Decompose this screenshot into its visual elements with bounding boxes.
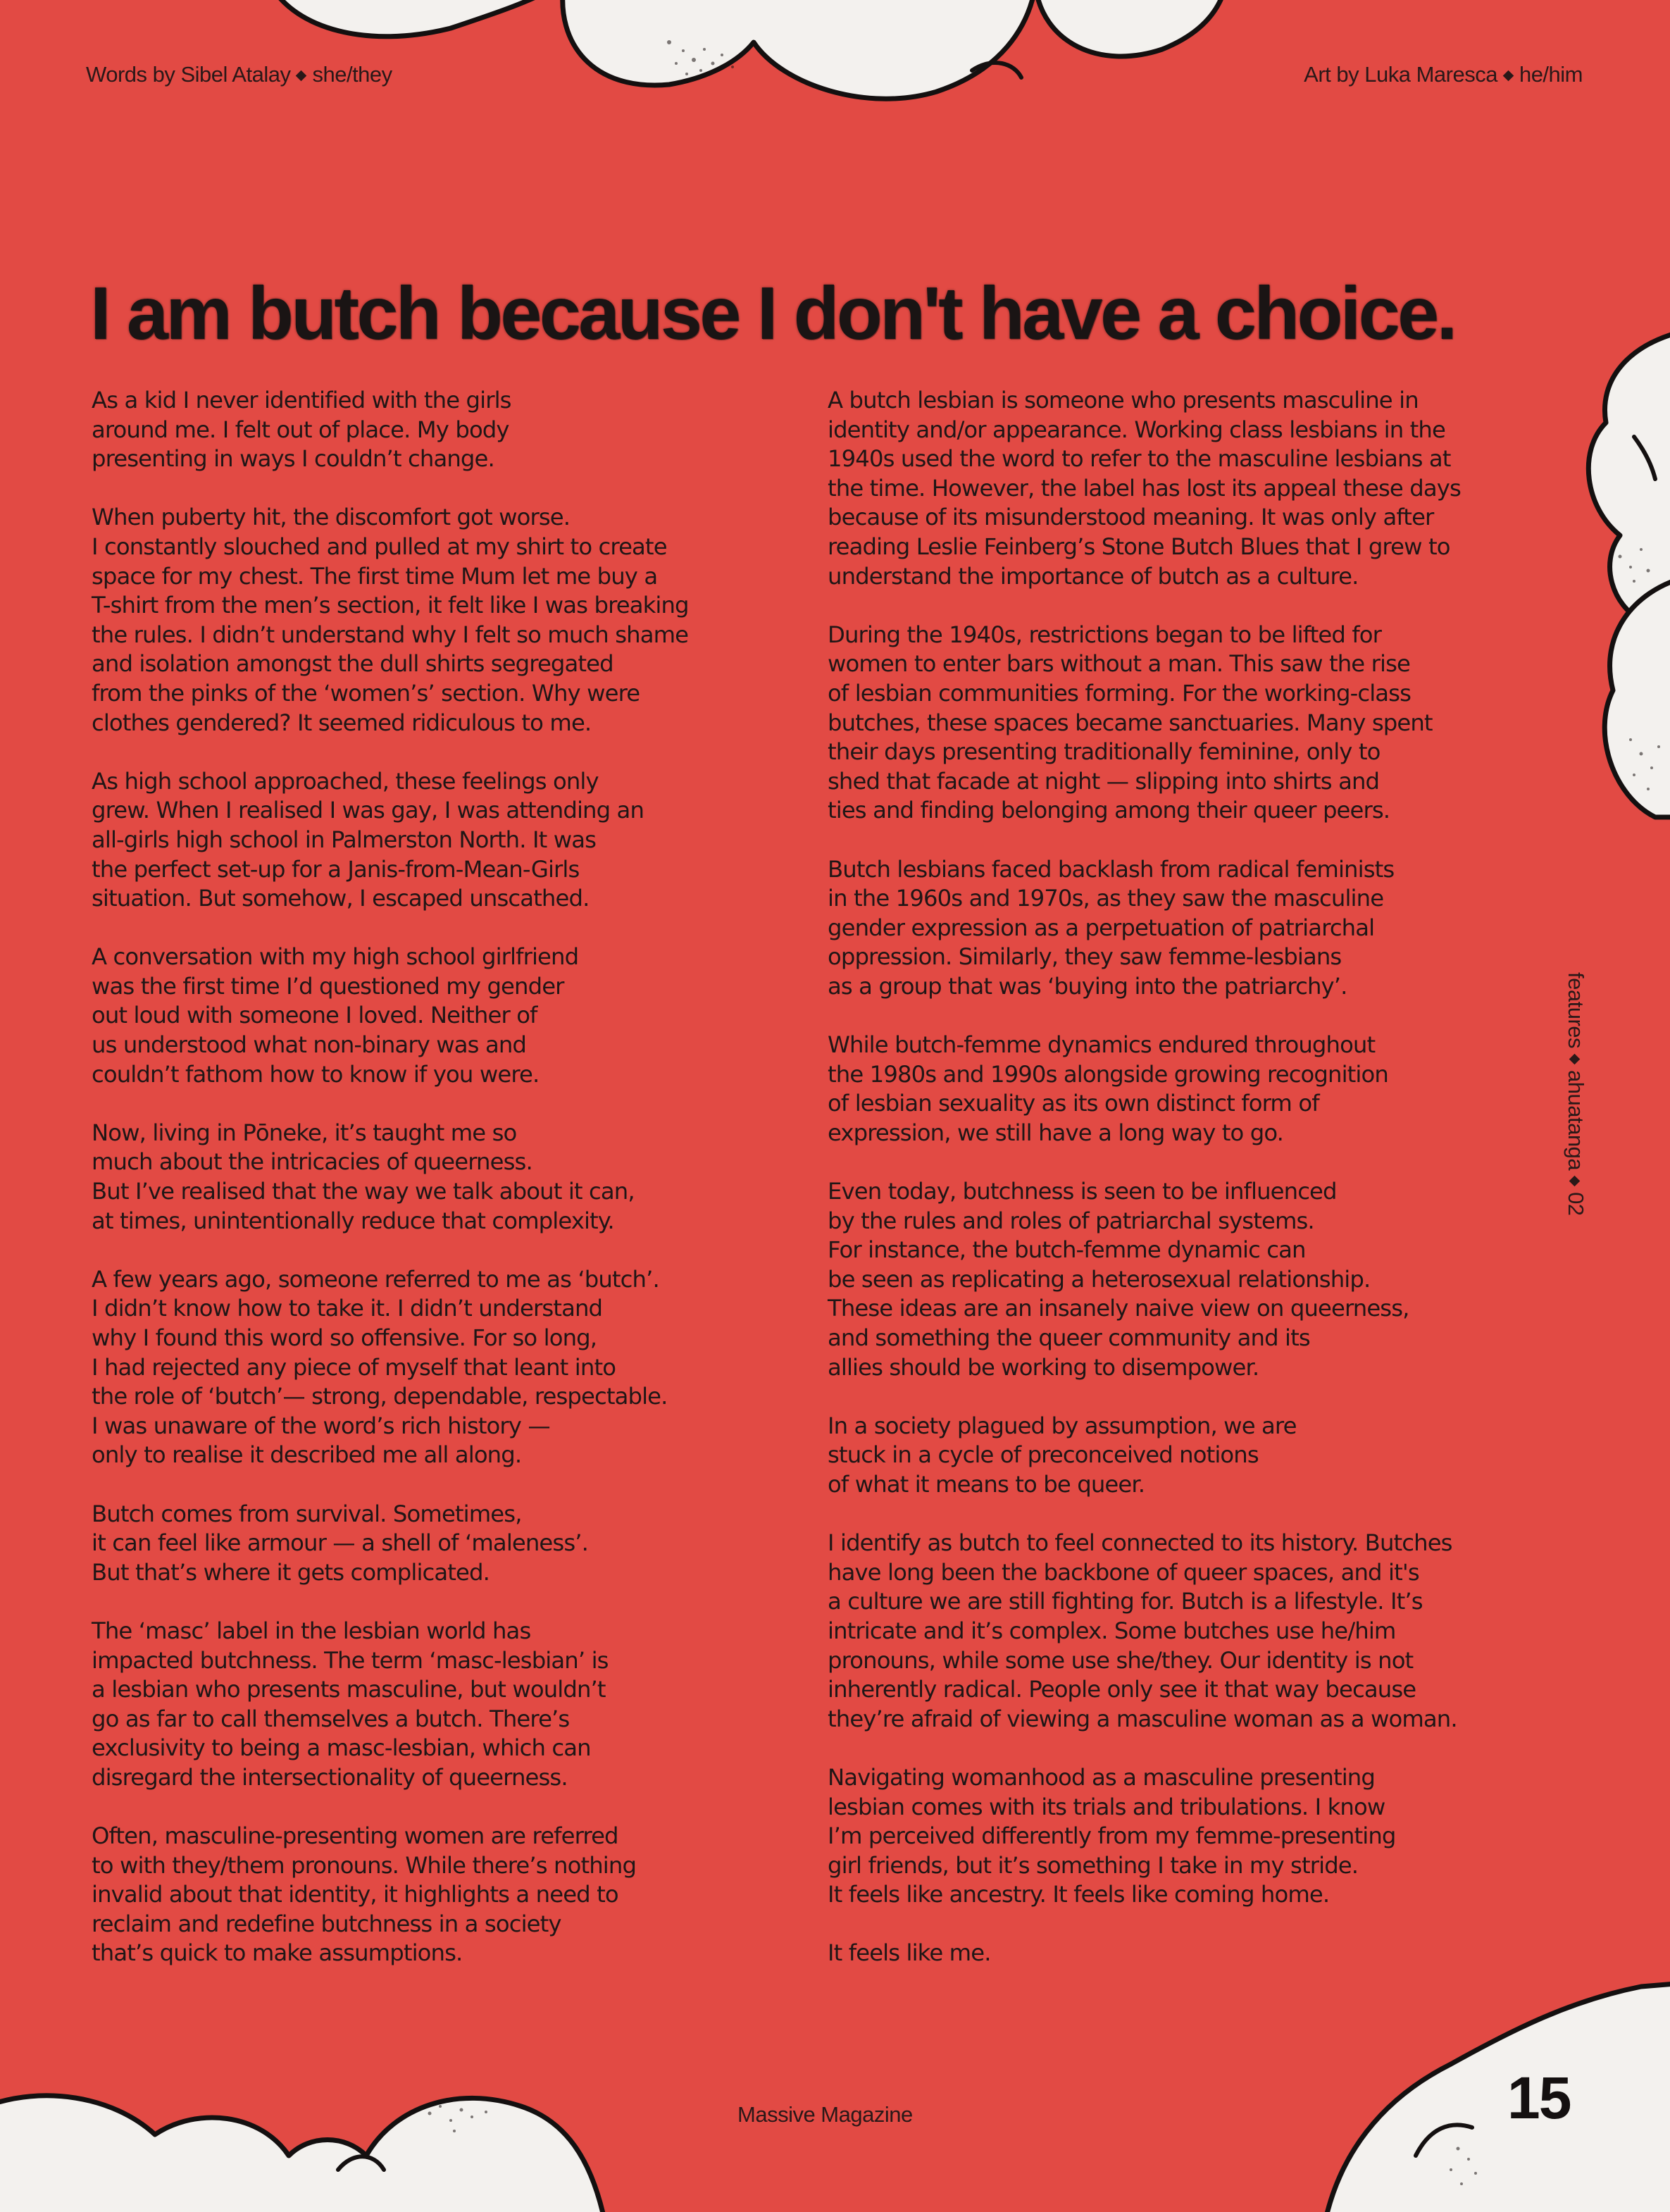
- section-number: 02: [1564, 1192, 1588, 1216]
- paragraph: Even today, butchness is seen to be influenced by the rules and roles of patriarchal systems. For instance, the butch-femme dynamic can be seen as replicating a heterosexual relationship. These ideas are an insanely naive view on queerness, and something the queer community and its allies should be working to disempower.: [828, 1178, 1409, 1381]
- section-name: features: [1564, 972, 1588, 1049]
- paragraph: In a society plagued by assumption, we are stuck in a cycle of preconceived notions of what it means to be queer.: [828, 1412, 1297, 1498]
- right-cloud-upper: [1588, 331, 1670, 620]
- section-name-maori: ahuatanga: [1564, 1070, 1588, 1171]
- top-cloud-left: [271, 0, 556, 37]
- author-pronouns: she/they: [312, 62, 392, 87]
- paragraph: Butch lesbians faced backlash from radical feminists in the 1960s and 1970s, as they saw the masculine gender expression as a perpetuation of patriarchal oppression. Similarly, they saw femme-lesbians as a group that was ‘buying into the patriarchy’.: [828, 855, 1395, 1000]
- paragraph: As high school approached, these feelings only grew. When I realised I was gay, I was attending an all-girls high school in Palmerston North. It was the perfect set-up for a Janis-from-Mean-Girls situation. But somehow, I escaped unscathed.: [92, 767, 644, 912]
- artist-label: Art by Luka Maresca: [1304, 62, 1497, 87]
- author-credit: [86, 62, 392, 87]
- page-number: 15: [1507, 2065, 1571, 2131]
- paragraph: As a kid I never identified with the girls around me. I felt out of place. My body presenting in ways I couldn’t change.: [92, 387, 511, 473]
- top-cloud-right: [1035, 0, 1226, 56]
- right-column: [828, 386, 1546, 1998]
- paragraph: Navigating womanhood as a masculine presenting lesbian comes with its trials and tribulations. I know I’m perceived differently from my femme-presenting girl friends, but it’s something I take in my stride. It feels like ancestry. It feels like coming home.: [828, 1763, 1396, 1908]
- paragraph: While butch-femme dynamics endured throughout the 1980s and 1990s alongside growing recognition of lesbian sexuality as its own distinct form of expression, we still have a long way to go.: [828, 1031, 1388, 1146]
- diamond-separator-icon: [1569, 1054, 1581, 1065]
- diamond-separator-icon: [296, 70, 307, 82]
- magazine-name: Massive Magazine: [737, 2102, 913, 2127]
- top-cloud-center: [563, 0, 1035, 99]
- diamond-separator-icon: [1503, 70, 1514, 82]
- artist-credit: [1304, 62, 1583, 87]
- section-label: [1563, 972, 1588, 1216]
- right-cloud-mid: [1604, 578, 1670, 817]
- bottom-cloud-right: [1324, 1983, 1670, 2212]
- diamond-separator-icon: [1569, 1176, 1581, 1187]
- paragraph: It feels like me.: [828, 1939, 991, 1967]
- paragraph: Now, living in Pōneke, it’s taught me so much about the intricacies of queerness. But I’ve realised that the way we talk about it can, at times, unintentionally reduce that complexity.: [92, 1119, 635, 1234]
- paragraph: The ‘masc’ label in the lesbian world has impacted butchness. The term ‘masc-lesbian’ is a lesbian who presents masculine, but wouldn’t go as far to call themselves a butch. There’s exclusivity to being a masc-lesbian, which can disregard the intersectionality of queerness.: [92, 1617, 609, 1791]
- paragraph: A butch lesbian is someone who presents masculine in identity and/or appearance. Working class lesbians in the 1940s used the word to refer to the masculine lesbians at the time. However, the label has lost its appeal these days because of its misunderstood meaning. It was only after reading Leslie Feinberg’s Stone Butch Blues that I grew to understand the importance of butch as a culture.: [828, 387, 1461, 590]
- paragraph: A conversation with my high school girlfriend was the first time I’d questioned my gender out loud with someone I loved. Neither of us understood what non-binary was and couldn’t fathom how to know if you were.: [92, 943, 579, 1088]
- paragraph: Butch comes from survival. Sometimes, it can feel like armour — a shell of ‘maleness’. But that’s where it gets complicated.: [92, 1500, 588, 1586]
- paragraph: A few years ago, someone referred to me as ‘butch’. I didn’t know how to take it. I didn’t understand why I found this word so offensive. For so long, I had rejected any piece of myself that leant into the role of ‘butch’— strong, dependable, respectable. I was unaware of the word’s rich history — only to realise it described me all along.: [92, 1265, 668, 1469]
- paragraph: During the 1940s, restrictions began to be lifted for women to enter bars without a man. This saw the rise of lesbian communities forming. For the working-class butches, these spaces became sanctuaries. Many spent their days presenting traditionally feminine, only to shed that facade at night — slipping into shirts and ties and finding belonging among their queer peers.: [828, 621, 1433, 824]
- paragraph: I identify as butch to feel connected to its history. Butches have long been the backbone of queer spaces, and it's a culture we are still fighting for. Butch is a lifestyle. It’s intricate and it’s complex. Some butches use he/him pronouns, while some use she/they. Our identity is not inherently radical. People only see it that way because they’re afraid of viewing a masculine woman as a woman.: [828, 1529, 1457, 1732]
- article-headline: I am butch because I don't have a choice.: [90, 272, 1455, 355]
- bottom-cloud-left: [0, 2096, 606, 2212]
- paragraph: Often, masculine-presenting women are referred to with they/them pronouns. While there’s nothing invalid about that identity, it highlights a need to reclaim and redefine butchness in a society that’s quick to make assumptions.: [92, 1822, 637, 1967]
- artist-pronouns: he/him: [1519, 62, 1583, 87]
- author-label: Words by Sibel Atalay: [86, 62, 291, 87]
- paragraph: When puberty hit, the discomfort got worse. I constantly slouched and pulled at my shirt to create space for my chest. The first time Mum let me buy a T-shirt from the men’s section, it felt like I was breaking the rules. I didn’t understand why I felt so much shame and isolation amongst the dull shirts segregated from the pinks of the ‘women’s’ section. Why were clothes gendered? It seemed ridiculous to me.: [92, 504, 689, 736]
- left-column: [92, 386, 796, 1998]
